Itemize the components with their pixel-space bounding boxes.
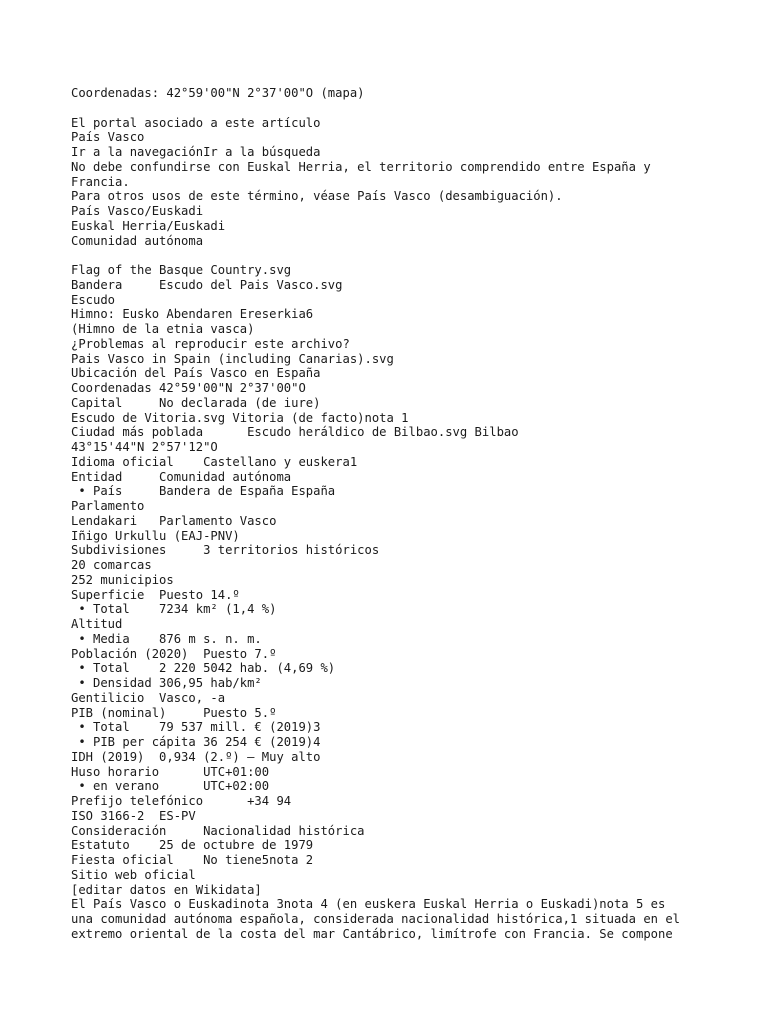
text-line: Para otros usos de este término, véase País Vasco (desambiguación).: [71, 189, 563, 204]
text-line: Entidad Comunidad autónoma: [71, 469, 292, 484]
text-line: Ir a la navegaciónIr a la búsqueda: [71, 145, 321, 159]
text-line: Fiesta oficial No tiene5nota 2: [71, 853, 314, 867]
text-line: • Total 7234 km² (1,4 %): [71, 602, 277, 617]
text-line: Gentilicio Vasco, -a: [71, 690, 226, 705]
text-line: [71, 248, 711, 263]
text-line: No debe confundirse con Euskal Herria, el territorio comprendido entre España y: [71, 159, 651, 174]
text-line: Ubicación del País Vasco en España: [71, 366, 321, 381]
text-line: PIB (nominal) Puesto 5.º: [71, 705, 277, 720]
text-line: ¿Problemas al reproducir este archivo?: [71, 336, 350, 351]
text-line: Superficie Puesto 14.º: [71, 587, 240, 602]
text-line: Escudo: [71, 292, 116, 307]
text-line: Capital No declarada (de iure): [71, 395, 321, 410]
text-line: una comunidad autónoma española, considerada nacionalidad histórica,1 situada en el: [71, 912, 681, 926]
text-line: Idioma oficial Castellano y euskera1: [71, 454, 358, 469]
text-line: 252 municipios: [71, 572, 174, 587]
text-line: Ciudad más poblada Escudo heráldico de Bilbao.svg Bilbao: [71, 425, 519, 440]
text-line: • PIB per cápita 36 254 € (2019)4: [71, 735, 321, 749]
text-line: Parlamento: [71, 499, 145, 513]
text-line: Flag of the Basque Country.svg: [71, 263, 292, 277]
text-line: Sitio web oficial: [71, 867, 196, 882]
text-line: extremo oriental de la costa del mar Cantábrico, limítrofe con Francia. Se compone: [71, 926, 673, 941]
text-line: Huso horario UTC+01:00: [71, 764, 270, 779]
text-line: Escudo de Vitoria.svg Vitoria (de facto)nota 1: [71, 410, 409, 425]
text-line: • Densidad 306,95 hab/km²: [71, 676, 262, 690]
text-line: Francia.: [71, 174, 130, 189]
text-line: Consideración Nacionalidad histórica: [71, 823, 365, 838]
text-line: [editar datos en Wikidata]: [71, 882, 262, 897]
text-line: • en verano UTC+02:00: [71, 779, 270, 794]
text-line: Lendakari Parlamento Vasco: [71, 513, 277, 528]
text-line: Himno: Eusko Abendaren Ereserkia6: [71, 307, 314, 322]
text-line: El País Vasco o Euskadinota 3nota 4 (en euskera Euskal Herria o Euskadi)nota 5 es: [71, 897, 666, 912]
text-line: • Total 2 220 5042 hab. (4,69 %): [71, 661, 336, 676]
document-text: [71, 86, 711, 942]
text-line: • Media 876 m s. n. m.: [71, 631, 262, 646]
text-line: Comunidad autónoma: [71, 233, 204, 248]
text-line: IDH (2019) 0,934 (2.º) – Muy alto: [71, 749, 321, 764]
text-line: País Vasco: [71, 130, 145, 145]
text-line: ISO 3166-2 ES-PV: [71, 808, 196, 823]
text-line: Población (2020) Puesto 7.º: [71, 646, 277, 661]
text-line: [71, 101, 711, 116]
text-line: 43°15'44"N 2°57'12"O: [71, 440, 218, 454]
text-line: • País Bandera de España España: [71, 484, 336, 499]
text-line: Subdivisiones 3 territorios históricos: [71, 543, 380, 558]
text-line: Pais Vasco in Spain (including Canarias).svg: [71, 351, 394, 366]
text-line: Coordenadas: 42°59'00"N 2°37'00"O (mapa): [71, 86, 365, 100]
text-line: Estatuto 25 de octubre de 1979: [71, 838, 314, 853]
text-line: Iñigo Urkullu (EAJ-PNV): [71, 528, 240, 543]
text-line: 20 comarcas: [71, 558, 152, 572]
text-line: El portal asociado a este artículo: [71, 115, 321, 130]
text-line: Euskal Herria/Euskadi: [71, 218, 226, 233]
text-line: Altitud: [71, 617, 123, 631]
text-line: Coordenadas 42°59'00"N 2°37'00"O: [71, 381, 306, 395]
text-line: • Total 79 537 mill. € (2019)3: [71, 720, 321, 735]
text-line: Prefijo telefónico +34 94: [71, 794, 292, 808]
text-line: País Vasco/Euskadi: [71, 204, 204, 218]
text-line: Bandera Escudo del Pais Vasco.svg: [71, 277, 343, 292]
text-line: (Himno de la etnia vasca): [71, 322, 255, 336]
